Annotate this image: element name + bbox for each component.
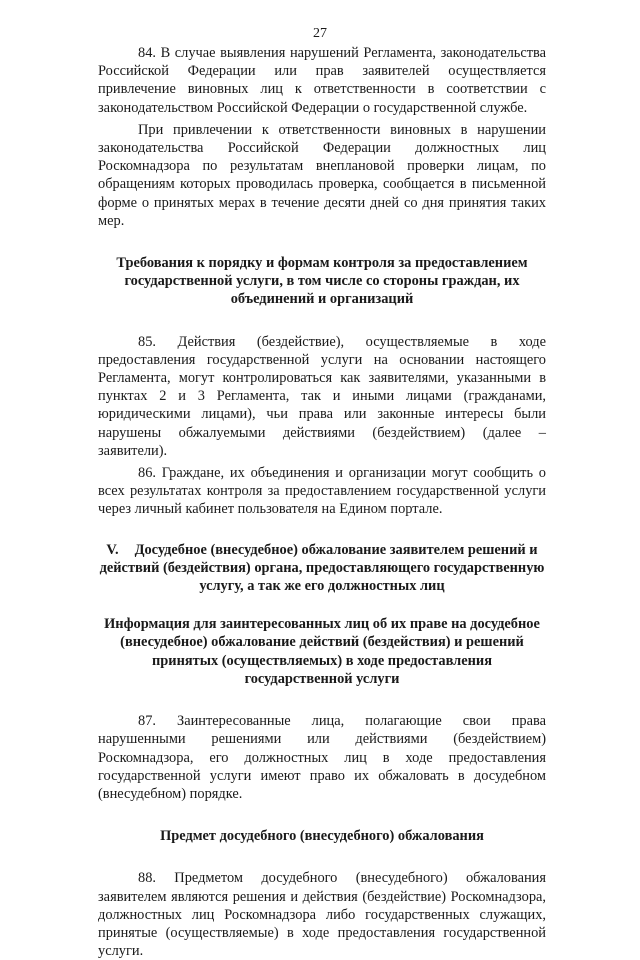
heading-appeal-subject: Предмет досудебного (внесудебного) обжалования: [160, 828, 484, 845]
paragraph-84-continued: При привлечении к ответственности виновных в нарушении законодательства Российской Федерации должностных лиц Роскомнадзора по результатам внеплановой проверки лицам, по обращениям которых проводилась проверка, сообщается в письменной форме о принятых мерах в течение десяти дней со дня принятия таких мер.: [98, 121, 546, 229]
section-v-heading: [98, 541, 546, 596]
paragraph-87: 87. Заинтересованные лица, полагающие свои права нарушенными решениями или действиями (бездействием) Роскомнадзора, его должностных лиц в ходе предоставления государственной услуги имеют право их обжаловать в досудебном (внесудебном) порядке.: [98, 713, 546, 802]
paragraph-84: 84. В случае выявления нарушений Регламента, законодательства Российской Федерации или прав заявителей осуществляется привлечение виновных лиц к ответственности в соответствии с законодательством Российской Федерации о государственной службе.: [98, 45, 546, 116]
page-number: 27: [313, 26, 327, 41]
document-body: [98, 44, 546, 960]
heading-control-requirements: Требования к порядку и формам контроля за предоставлением государственной услуги, в том числе со стороны граждан, их объединений и организаций: [116, 255, 528, 308]
section-title: Досудебное (внесудебное) обжалование заявителем решений и действий (бездействия) органа, предоставляющего государственную услугу, а так же его должностных лиц: [99, 541, 545, 595]
paragraph-88: 88. Предметом досудебного (внесудебного) обжалования заявителем являются решения и действия (бездействие) Роскомнадзора, должностных лиц Роскомнадзора либо государственных служащих, принятые (осуществляемые) в ходе предоставления государственной услуги.: [98, 870, 546, 960]
paragraph-85: 85. Действия (бездействие), осуществляемые в ходе предоставления государственной услуги на основании настоящего Регламента, могут контролироваться как заявителями, указанными в пунктах 2 и 3 Регламента, так и иными лицами (гражданами, юридическими лицами), чьи права или законные интересы были нарушены обжалуемыми действиями (бездействием) (далее – заявители).: [98, 333, 546, 459]
paragraph-86: 86. Граждане, их объединения и организации могут сообщить о всех результатах контроля за предоставлением государственной услуги через личный кабинет пользователя на Едином портале.: [98, 465, 546, 518]
section-number: V.: [106, 541, 119, 558]
heading-appeal-information: Информация для заинтересованных лиц об их праве на досудебное (внесудебное) обжалование действий (бездействия) и решений принятых (осуществляемых) в ходе предоставления государственной услуги: [104, 616, 540, 687]
